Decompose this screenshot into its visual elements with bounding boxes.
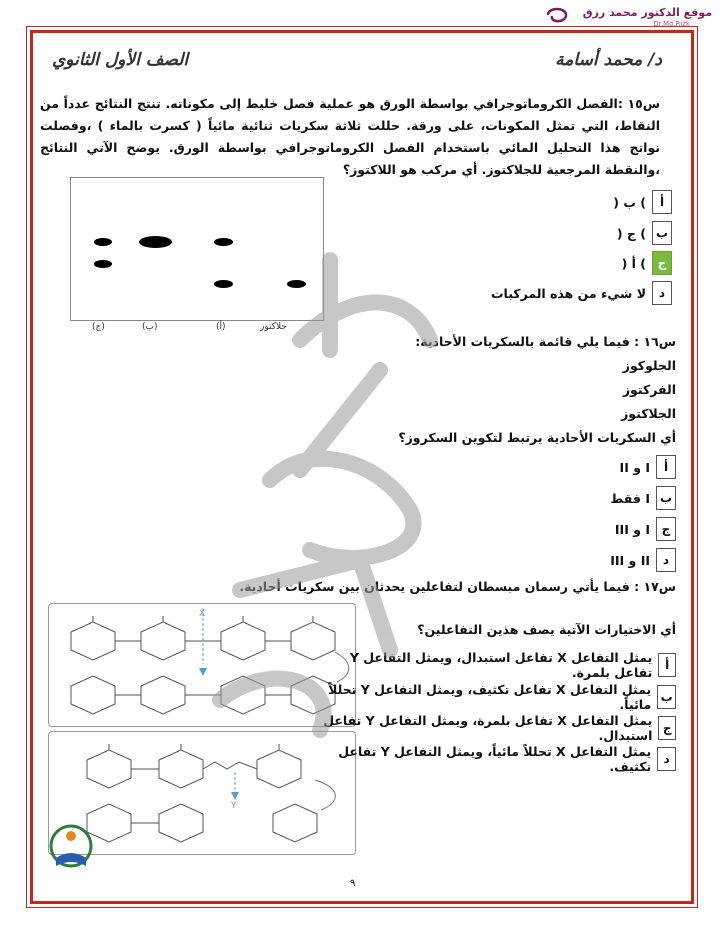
teacher-name: د/ محمد أسامة bbox=[555, 50, 662, 70]
option-text: ) أ ( bbox=[621, 255, 646, 271]
option-text: ) ب ( bbox=[613, 194, 646, 210]
q15-option-b[interactable] bbox=[617, 221, 672, 245]
option-text: I فقط bbox=[610, 490, 650, 506]
reaction-y-svg bbox=[49, 732, 355, 854]
reaction-y-diagram bbox=[48, 731, 356, 855]
option-text: I و II bbox=[619, 459, 650, 475]
q16-option-a[interactable] bbox=[620, 455, 676, 479]
site-name: موقع الدكتور محمد رزق bbox=[582, 6, 712, 19]
lane-c-label: (ج) bbox=[92, 322, 105, 332]
option-text: II و III bbox=[610, 552, 650, 568]
q16-question: أي السكريات الأحادية يرتبط لتكوين السكروز؟ bbox=[398, 430, 676, 445]
lane-a-label: (أ) bbox=[216, 322, 226, 332]
spot-c-2 bbox=[94, 260, 112, 268]
spot-a-2 bbox=[214, 280, 233, 288]
q17-option-a[interactable] bbox=[316, 650, 676, 680]
q16-item-1: الجلوكوز bbox=[622, 358, 676, 373]
spot-galactose bbox=[287, 280, 306, 288]
q17-option-b[interactable] bbox=[316, 682, 676, 712]
option-text: ) ج ( bbox=[616, 225, 646, 241]
q16-option-b[interactable] bbox=[610, 486, 676, 510]
option-text: يمثل التفاعل X تفاعل استبدال، ويمثل التفاعل Y تفاعل بلمرة. bbox=[349, 650, 653, 680]
option-letter: ب bbox=[652, 221, 672, 245]
reaction-y-label: Y bbox=[231, 801, 237, 811]
option-letter: ب bbox=[656, 486, 676, 510]
chromatogram bbox=[70, 177, 324, 321]
option-text: يمثل التفاعل X تفاعل تكثيف، ويمثل التفاعل Y تحللاً مائياً. bbox=[328, 682, 652, 712]
option-letter: د bbox=[656, 548, 676, 572]
option-letter: د bbox=[652, 281, 672, 305]
option-text: يمثل التفاعل X تفاعل بلمرة، ويمثل التفاعل Y تفاعل استبدال. bbox=[323, 713, 653, 743]
q15-option-d[interactable] bbox=[491, 281, 672, 305]
q15-text: س١٥ :الفصل الكروماتوجرافي بواسطة الورق هو عملية فصل خليط إلى مكوناته. تنتج النتائج عدداً من النقاط، التي تمثل المكونات، على ورقة. حللت ثلاثة سكريات ثنائية مائياً ( كسرت بالماء ) ،وفصلت نواتج هذا التحليل المائي باستخدام الفصل الكروماتوجرافي بواسطة الورق. يوضح الآتي النتائج ،والنقطة المرجعية للجلاكتوز. أي مركب هو اللاكتوز؟ bbox=[40, 96, 660, 177]
lane-galactose-label: جلاكتوز bbox=[260, 322, 287, 332]
reaction-x-svg bbox=[49, 604, 355, 726]
option-letter: أ bbox=[658, 653, 676, 677]
q17-text: س١٧ : فيما يأتي رسمان مبسطان لتفاعلين يحدثان بين سكريات أحادية. bbox=[239, 579, 676, 594]
q16-text: س١٦ : فيما يلي قائمة بالسكريات الأحادية: bbox=[415, 334, 676, 349]
option-letter: أ bbox=[652, 190, 672, 214]
q16-item-2: الفركتوز bbox=[622, 382, 676, 397]
option-letter: ج bbox=[656, 517, 676, 541]
spot-c-1 bbox=[94, 238, 112, 246]
q16-option-d[interactable] bbox=[610, 548, 676, 572]
spot-b-1 bbox=[139, 236, 172, 248]
option-text: يمثل التفاعل X تحللاً مائياً، ويمثل التفاعل Y تفاعل تكثيف. bbox=[338, 744, 652, 774]
option-text: I و III bbox=[614, 521, 650, 537]
option-letter: أ bbox=[656, 455, 676, 479]
page-number: ٩ bbox=[350, 878, 356, 889]
option-letter: ب bbox=[657, 685, 676, 709]
q15-option-a[interactable] bbox=[613, 190, 672, 214]
reaction-x-label: X bbox=[199, 609, 206, 619]
site-sub: Dr.Mo.Rizk bbox=[653, 20, 690, 28]
reaction-x-diagram bbox=[48, 603, 356, 727]
option-text: لا شيء من هذه المركبات bbox=[490, 285, 646, 301]
q17-option-d[interactable] bbox=[316, 744, 676, 774]
grade-title: الصف الأول الثانوي bbox=[52, 50, 189, 70]
q15-option-c[interactable] bbox=[622, 251, 672, 275]
option-letter: د bbox=[657, 747, 676, 771]
lane-labels bbox=[70, 322, 322, 336]
q17-question: أي الاختيارات الآتية يصف هذين التفاعلين؟ bbox=[417, 622, 676, 637]
option-letter-selected: ج bbox=[652, 251, 672, 275]
q16-item-3: الجلاكتوز bbox=[621, 406, 676, 421]
spot-a-1 bbox=[214, 238, 233, 246]
q17-option-c[interactable] bbox=[316, 713, 676, 743]
q16-option-c[interactable] bbox=[615, 517, 676, 541]
site-logo-icon bbox=[544, 4, 570, 26]
lane-b-label: (ب) bbox=[142, 322, 158, 332]
option-letter: ج bbox=[658, 716, 676, 740]
